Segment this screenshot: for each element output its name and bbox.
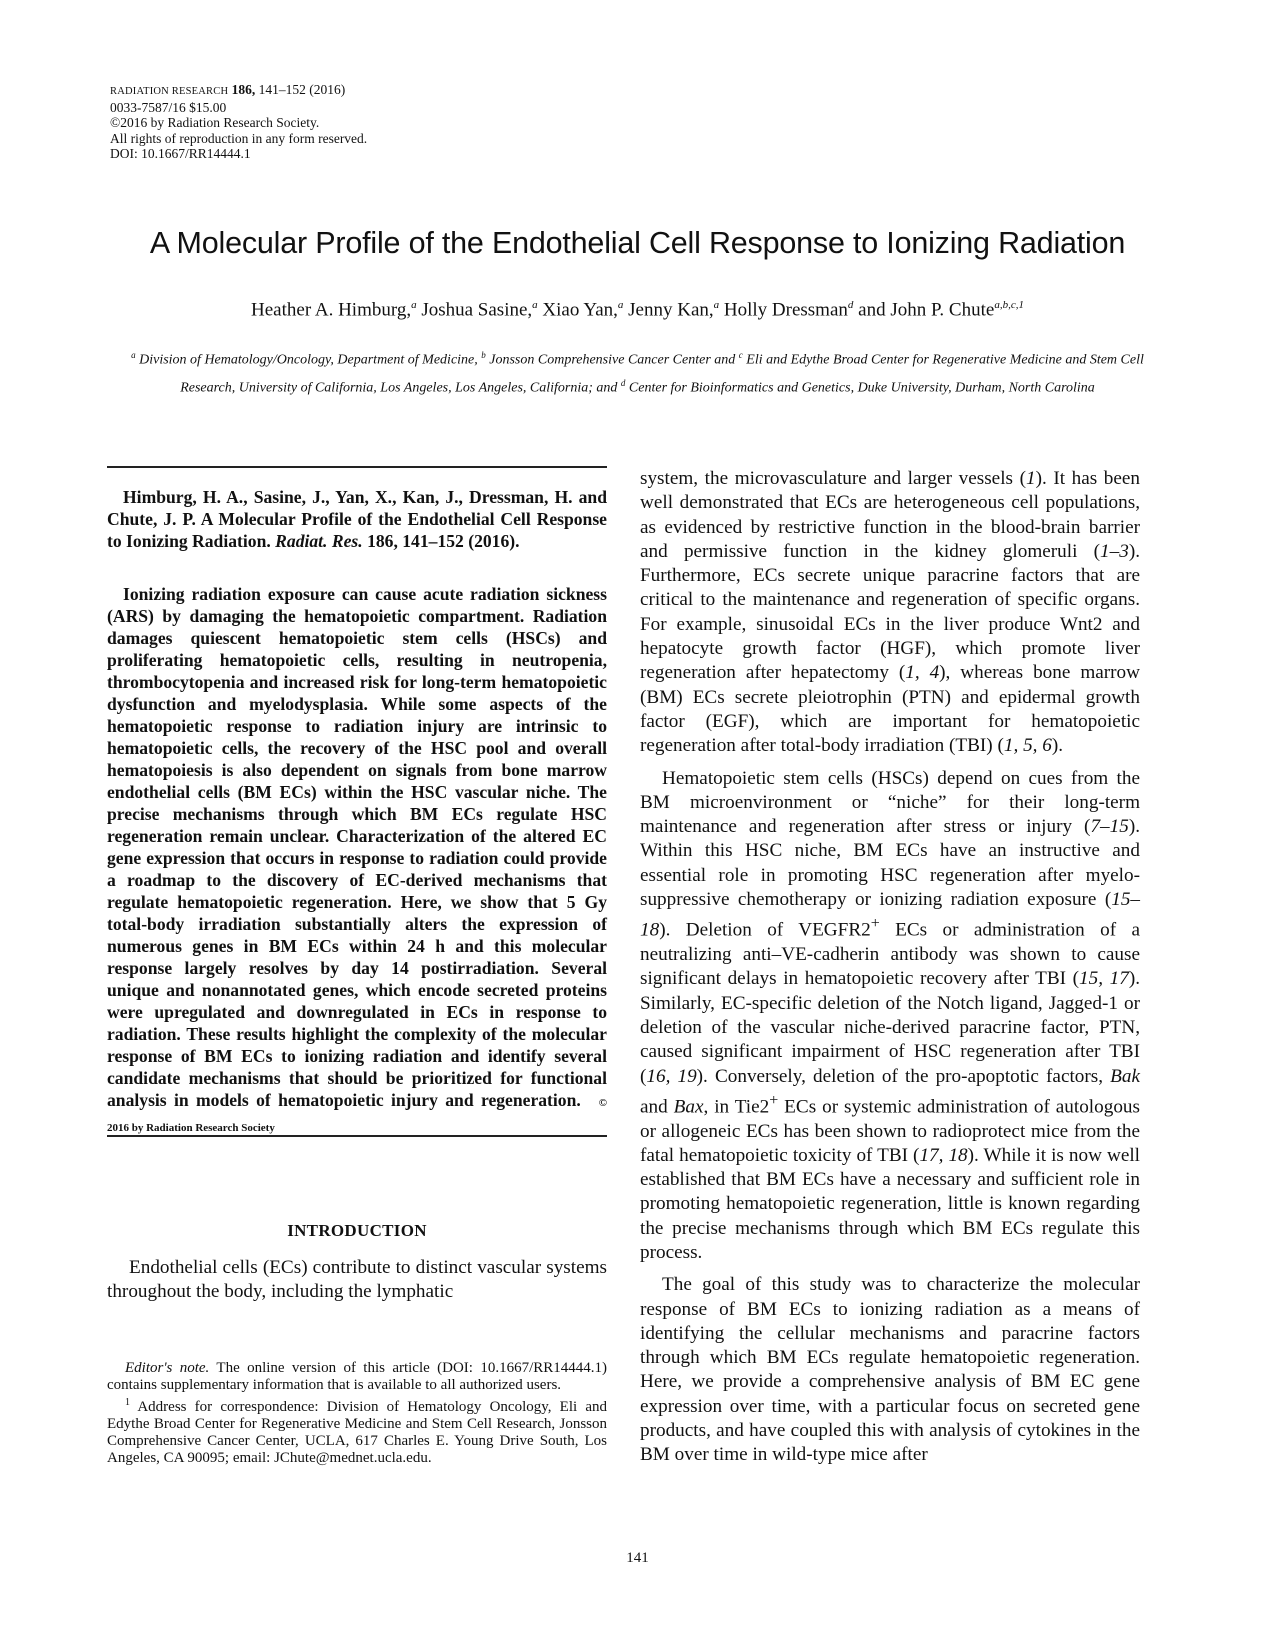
editor-note: [107, 1360, 607, 1394]
journal-line: [110, 82, 367, 100]
author-affil-mark: a: [411, 299, 417, 311]
author-affil-mark: a,b,c,1: [994, 299, 1024, 311]
author-list: [0, 299, 1275, 321]
page-number: 141: [626, 1550, 649, 1566]
body-paragraph: Hematopoietic stem cells (HSCs) depend on cues from the BM microenvironment or “niche” for their long-term maintenance and regeneration after stress or injury (7–15). Within this HSC niche, BM ECs have an instructive and essential role in promoting HSC regeneration after myelo-suppressive chemotherapy or ionizing radiation exposure (15–18). Deletion of VEGFR2+ ECs or administration of a neutralizing anti–VE-cadherin antibody was shown to cause significant delays in hematopoietic recovery after TBI (15, 17). Similarly, EC-specific deletion of the Notch ligand, Jagged-1 or deletion of the vascular niche-derived paracrine factor, PTN, caused significant impairment of HSC regeneration after TBI (16, 19). Conversely, deletion of the pro-apoptotic factors, Bak and Bax, in Tie2+ ECs or systemic administration of autologous or allogeneic ECs has been shown to radioprotect mice from the fatal hematopoietic toxicity of TBI (17, 18). While it is now well established that BM ECs have a necessary and sufficient role in promoting hematopoietic regeneration, little is known regarding the precise mechanisms through which BM ECs regulate this process.: [640, 767, 1141, 1263]
reference-link[interactable]: 1: [1025, 468, 1036, 489]
author-name: Jenny Kan,: [628, 299, 714, 321]
rights-line: All rights of reproduction in any form reserved.: [110, 130, 368, 146]
abstract-copyright: © 2016 by Radiation Research Society: [107, 1097, 607, 1134]
introduction-paragraph: Endothelial cells (ECs) contribute to distinct vascular systems throughout the body, including the lymphatic: [107, 1257, 607, 1303]
author-name: Holly Dressman: [723, 299, 848, 321]
reference-link[interactable]: 1, 4: [905, 662, 940, 684]
affil-mark: b: [481, 350, 486, 360]
editor-note-text: The online version of this article (DOI: 10.1667/RR14444.1) contains supplementary information that is available to all authorized users.: [107, 1360, 607, 1393]
citation-volume: 186, 141–152 (2016).: [367, 531, 520, 551]
journal-name: RADIATION RESEARCH: [110, 86, 229, 97]
issn: 0033-7587/16 $15.00: [110, 99, 227, 115]
gene-name: Bax: [673, 1096, 704, 1118]
affil-mark: d: [620, 377, 626, 388]
affil-mark: c: [738, 350, 743, 360]
reference-link[interactable]: 1–3: [1100, 540, 1129, 562]
body-paragraph: The goal of this study was to characterize the molecular response of BM ECs to ionizing radiation as a means of identifying the cellular mechanisms and paracrine factors through which BM ECs regulate hematopoietic regeneration. Here, we provide a comprehensive analysis of BM EC gene expression over time, with a particular focus on secreted gene products, and have coupled this with analysis of cytokines in the BM over time in wild-type mice after: [640, 1274, 1140, 1466]
correspondence-note: [107, 1394, 607, 1467]
editor-note-label: Editor's note.: [125, 1360, 210, 1376]
reference-link[interactable]: 15, 17: [1079, 968, 1129, 990]
journal-pages-year: 141–152 (2016): [258, 82, 346, 97]
abstract-text: Ionizing radiation exposure can cause acute radiation sickness (ARS) by damaging the hematopoietic compartment. Radiation damages quiescent hematopoietic stem cells (HSCs) and proliferating hematopoietic cells, resulting in neutropenia, thrombocytopenia and increased risk for long-term hematopoietic dysfunction and myelodysplasia. While some aspects of the hematopoietic response to radiation injury are intrinsic to hematopoietic cells, the recovery of the HSC pool and overall hematopoiesis is also dependent on signals from bone marrow endothelial cells (BM ECs) within the HSC vascular niche. The precise mechanisms through which BM ECs regulate HSC regeneration remain unclear. Characterization of the altered EC gene expression that occurs in response to radiation could provide a roadmap to the discovery of EC-derived mechanisms that regulate hematopoietic regeneration. Here, we show that 5 Gy total-body irradiation substantially alters the expression of numerous genes in BM ECs within 24 h and this molecular response largely resolves by day 14 postirradiation. Several unique and nonannotated genes, which encode secreted proteins were upregulated and downregulated in ECs in response to radiation. These results highlight the complexity of the molecular response of BM ECs to ionizing radiation and identify several candidate mechanisms that should be prioritized for functional analysis in models of hematopoietic injury and regeneration.: [107, 584, 607, 1110]
abstract-top-rule: [107, 466, 607, 468]
footnote-mark: 1: [125, 1397, 130, 1408]
abstract: [107, 583, 607, 1139]
reference-link[interactable]: 15–18: [640, 889, 1140, 941]
reference-link[interactable]: 17, 18: [919, 1144, 968, 1166]
citation-journal: Radiat. Res.: [275, 531, 363, 551]
affil-b: Jonsson Comprehensive Cancer Center and: [489, 352, 736, 368]
section-heading-introduction: INTRODUCTION: [287, 1221, 427, 1240]
doi: DOI: 10.1667/RR14444.1: [110, 146, 251, 161]
body-paragraph: system, the microvasculature and larger vessels (1). It has been well demonstrated that ECs are heterogeneous cell populations, as evidenced by restrictive function in the blood-brain barrier and permissive function in the kidney glomeruli (1–3). Furthermore, ECs secrete unique paracrine factors that are critical to the maintenance and regeneration of specific organs. For example, sinusoidal ECs in the liver produce Wnt2 and hepatocyte growth factor (HGF), which promote liver regeneration after hepatectomy (1, 4), whereas bone marrow (BM) ECs secrete pleiotrophin (PTN) and epidermal growth factor (EGF), which are important for hematopoietic regeneration after total-body irradiation (TBI) (1, 5, 6).: [640, 468, 1140, 757]
reference-link[interactable]: 7–15: [1090, 816, 1129, 838]
right-column-body: [640, 467, 1140, 1476]
journal-volume: 186,: [231, 82, 256, 97]
affil-c: Eli and Edythe Broad Center for Regenerative Medicine and Stem Cell Research, University of California, Los Angeles, Los Angeles, California; and: [180, 352, 1144, 396]
affil-mark: a: [131, 350, 136, 360]
reference-link[interactable]: 1, 5, 6: [1003, 735, 1052, 757]
affil-a: Division of Hematology/Oncology, Department of Medicine,: [139, 352, 478, 368]
citation-authors: Himburg, H. A., Sasine, J., Yan, X., Kan, J., Dressman, H. and Chute, J. P. A Molecular Profile of the Endothelial Cell Response to Ionizing Radiation.: [107, 487, 607, 551]
reference-link[interactable]: 16, 19: [646, 1065, 697, 1087]
author-name: Heather A. Himburg,: [251, 299, 412, 321]
correspondence-text: Address for correspondence: Division of Hematology Oncology, Eli and Edythe Broad Center for Regenerative Medicine and Stem Cell Research, Jonsson Comprehensive Cancer Center, UCLA, 617 Charles E. Young Drive South, Los Angeles, CA 90095; email: JChute@mednet.ucla.edu.: [107, 1399, 607, 1466]
article-title: A Molecular Profile of the Endothelial Cell Response to Ionizing Radiation: [149, 226, 1126, 260]
journal-header: [110, 82, 367, 162]
abstract-bottom-rule: [107, 1135, 607, 1137]
gene-name: Bak: [1110, 1065, 1140, 1087]
author-name: and John P. Chute: [858, 299, 995, 321]
author-affil-mark: a: [713, 299, 720, 311]
author-name: Joshua Sasine,: [421, 299, 533, 321]
copyright-line: ©2016 by Radiation Research Society.: [110, 115, 320, 130]
author-affil-mark: a: [532, 299, 538, 311]
author-affil-mark: d: [847, 299, 854, 311]
author-affil-mark: a: [617, 299, 624, 311]
affiliations: [105, 344, 1170, 399]
footnotes: [107, 1360, 607, 1467]
author-name: Xiao Yan,: [542, 299, 618, 321]
citation: [107, 486, 607, 552]
affil-d: Center for Bioinformatics and Genetics, Duke University, Durham, North Carolina: [628, 380, 1095, 396]
